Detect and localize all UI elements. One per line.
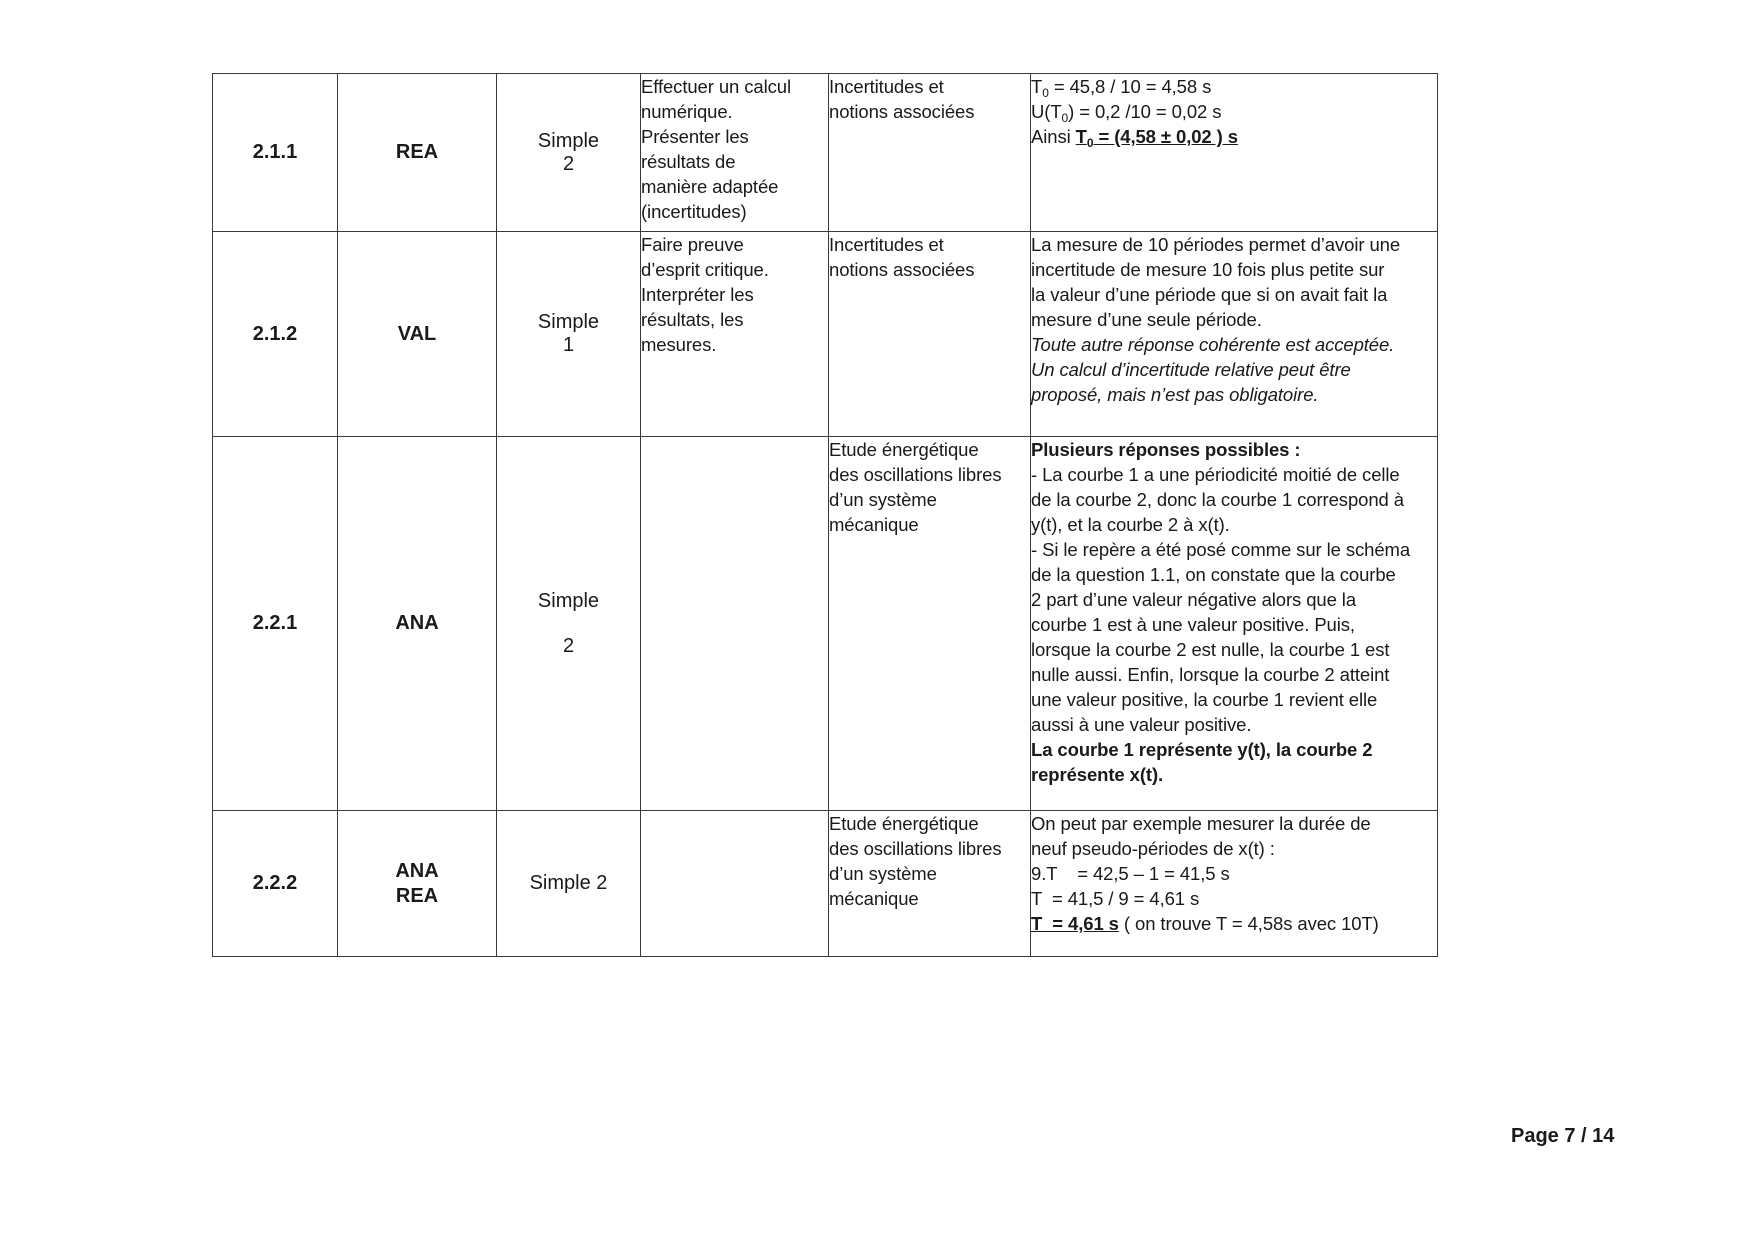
capacity: [641, 437, 829, 811]
table-row: [213, 437, 1438, 811]
expected-answer: La mesure de 10 périodes permet d’avoir une incertitude de mesure 10 fois plus petite sur la valeur d’une période que si on avait fait la mesure d’une seule période. Toute autre réponse cohérente est acceptée. Un calcul d’incertitude relative peut être proposé, mais n’est pas obligatoire.: [1031, 232, 1438, 437]
question-number: 2.1.2: [213, 232, 338, 437]
competence: ANA: [338, 437, 497, 811]
question-number: 2.1.1: [213, 74, 338, 232]
table-row: [213, 74, 1438, 232]
question-number: 2.2.1: [213, 437, 338, 811]
expected-answer: On peut par exemple mesurer la durée de neuf pseudo-périodes de x(t) : 9.T = 42,5 – 1 = 41,5 s T = 41,5 / 9 = 4,61 s T = 4,61 s ( on trouve T = 4,58s avec 10T): [1031, 811, 1438, 957]
uncertainty-calculation: $U(T_0) = 0,2$ /10 = 0,02 s: [1031, 101, 1222, 125]
competence: REA: [338, 74, 497, 232]
correction-table: [212, 73, 1438, 957]
capacity: [641, 811, 829, 957]
period-calculation: $T_0 = 45,8 / 10 = 4,58$ s: [1031, 76, 1212, 100]
level: Simple 1: [497, 232, 641, 437]
final-result: T = 4,61 s ( on trouve T = 4,58s avec 10T): [1031, 913, 1379, 934]
capacity: Faire preuve d’esprit critique. Interpréter les résultats, les mesures.: [641, 232, 829, 437]
answer-conclusion: représente x(t).: [1031, 764, 1164, 785]
answer-heading: Plusieurs réponses possibles :: [1031, 439, 1301, 460]
table-row: [213, 811, 1438, 957]
page-number: Page 7 / 14: [1511, 1125, 1615, 1147]
answer-conclusion: La courbe 1 représente y(t), la courbe 2: [1031, 739, 1373, 760]
notions: Incertitudes et notions associées: [829, 232, 1031, 437]
competence: VAL: [338, 232, 497, 437]
level: Simple 2: [497, 437, 641, 811]
expected-answer: Plusieurs réponses possibles : - La courbe 1 a une périodicité moitié de celle de la courbe 2, donc la courbe 1 correspond à y(t), et la courbe 2 à x(t). - Si le repère a été posé comme sur le schéma de la question 1.1, on constate que la courbe 2 part d’une valeur négative alors que la courbe 1 est à une valeur positive. Puis, lorsque la courbe 2 est nulle, la courbe 1 est nulle aussi. Enfin, lorsque la courbe 2 atteint une valeur positive, la courbe 1 revient elle aussi à une valeur positive. La courbe 1 représente y(t), la courbe 2 représente x(t).: [1031, 437, 1438, 811]
level: Simple 2: [497, 74, 641, 232]
competence: ANA REA: [338, 811, 497, 957]
question-number: 2.2.2: [213, 811, 338, 957]
notions: Etude énergétique des oscillations libres d’un système mécanique: [829, 437, 1031, 811]
level: Simple 2: [497, 811, 641, 957]
table-row: [213, 232, 1438, 437]
expected-answer: [1031, 74, 1438, 232]
capacity: Effectuer un calcul numérique. Présenter les résultats de manière adaptée (incertitudes): [641, 74, 829, 232]
final-result: Ainsi $T_0 = (4,58 \pm 0,02$ ) s: [1031, 126, 1238, 150]
notions: Etude énergétique des oscillations libres d’un système mécanique: [829, 811, 1031, 957]
notions: Incertitudes et notions associées: [829, 74, 1031, 232]
